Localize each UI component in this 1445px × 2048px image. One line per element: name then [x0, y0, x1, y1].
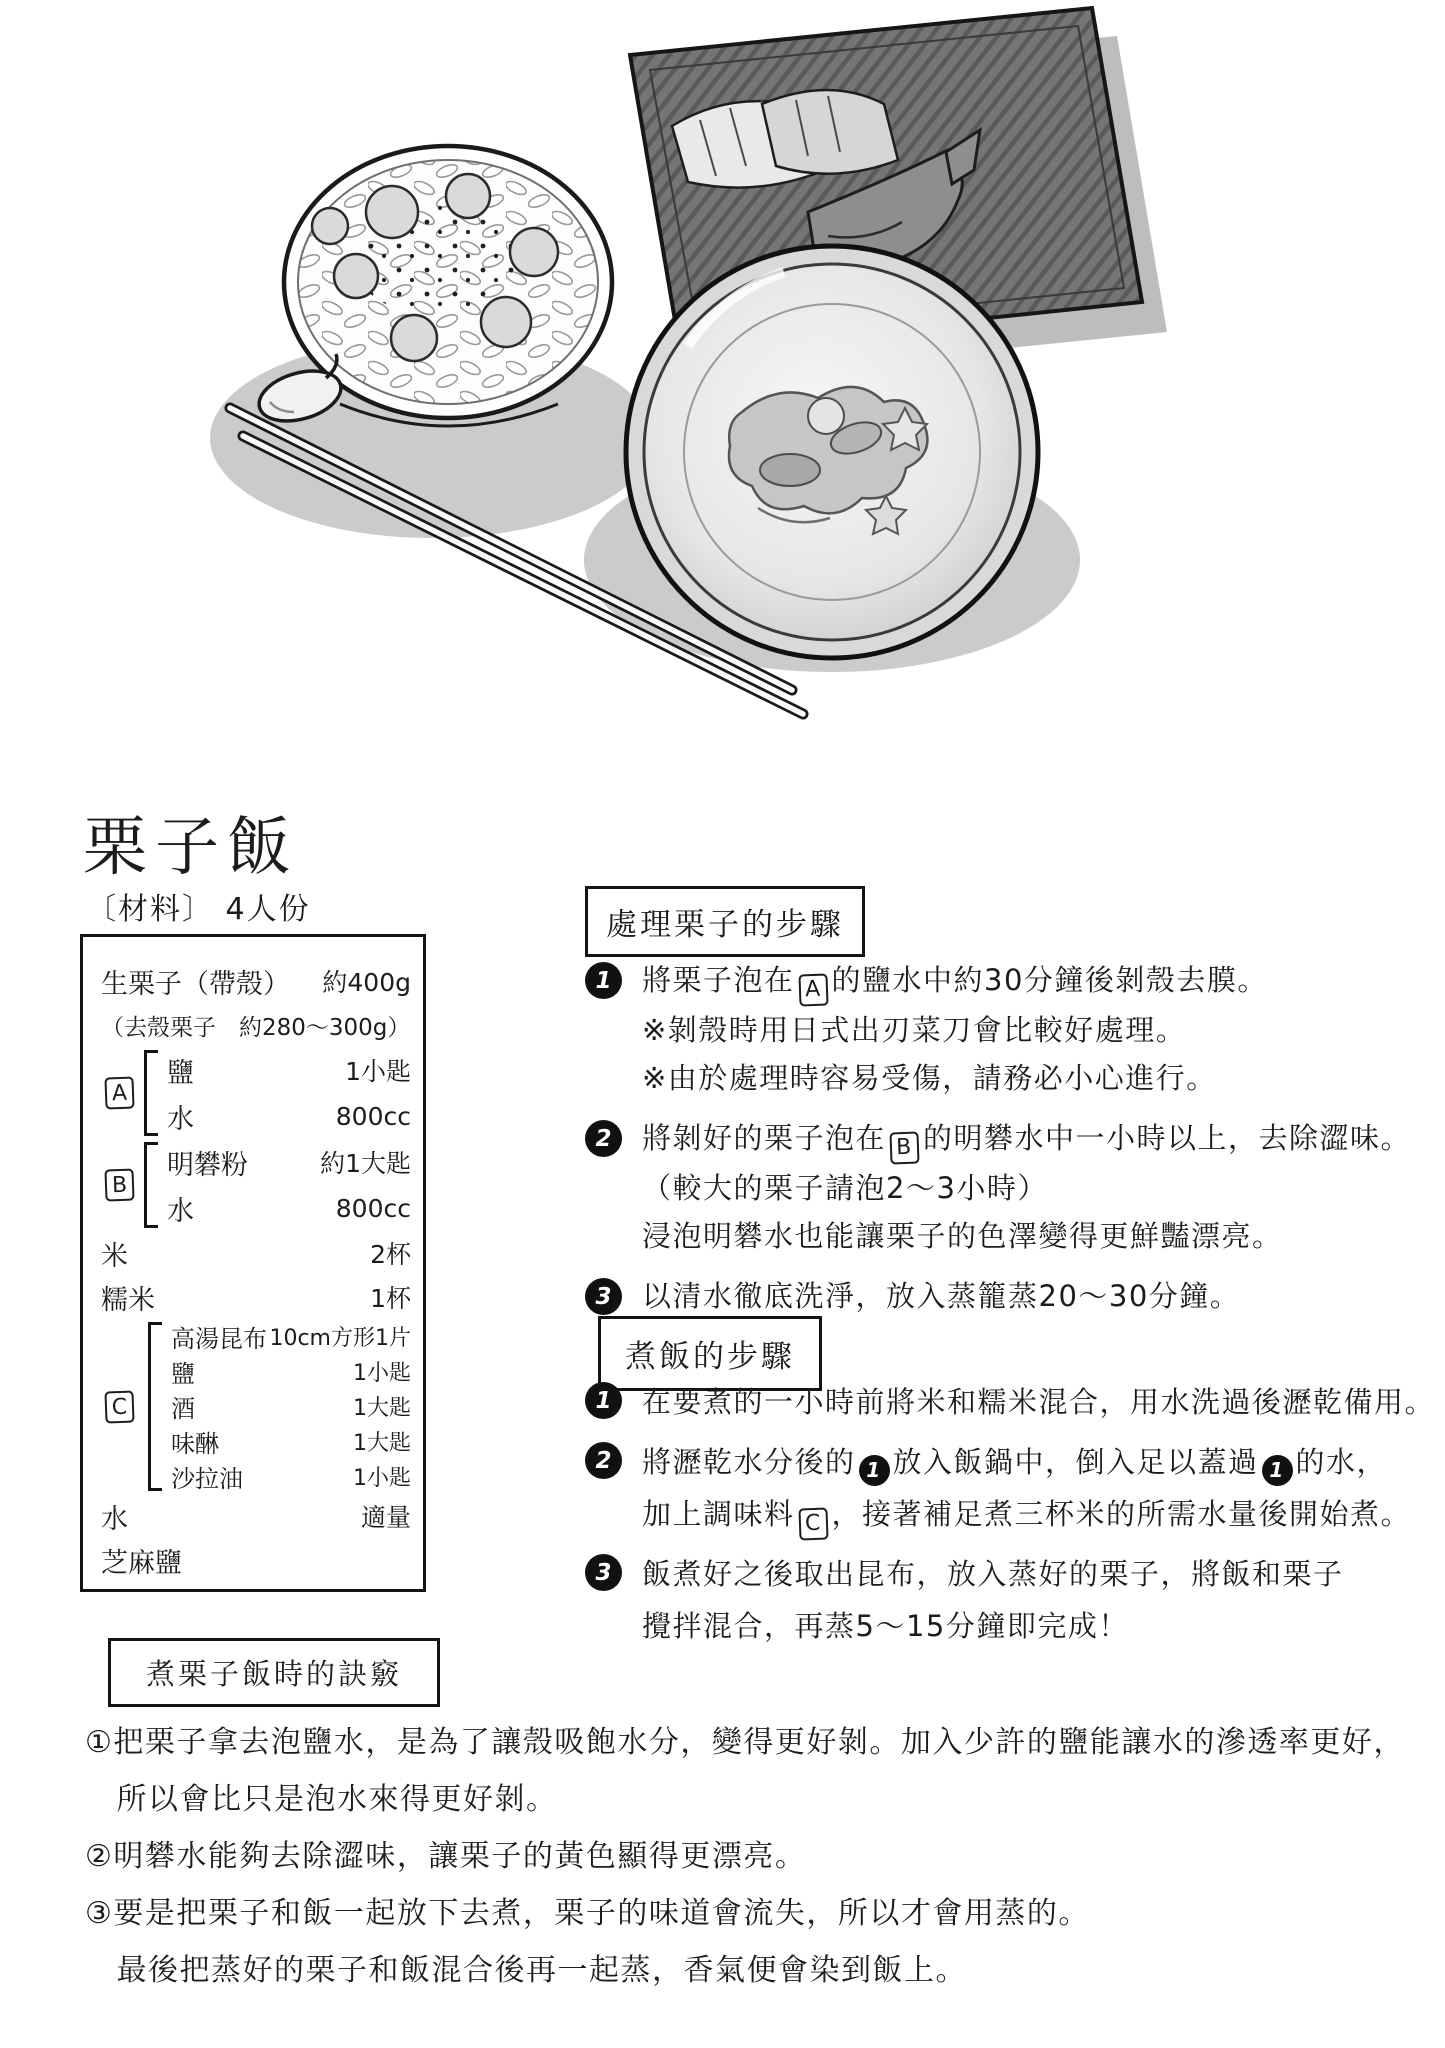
step-number-badge: 3	[585, 1554, 622, 1591]
step-ref-1: 1	[1262, 1455, 1293, 1486]
recipe-step	[585, 1272, 1445, 1320]
tips-section-title: 煮栗子飯時的訣竅	[108, 1638, 440, 1707]
step-number-badge: 1	[585, 1382, 622, 1419]
ingredient-name: （去殼栗子 約280〜300g）	[101, 1014, 411, 1041]
group-label-A: A	[104, 1077, 134, 1110]
page-title: 栗子飯	[83, 811, 299, 885]
group-bracket	[144, 1142, 158, 1228]
step-number-badge: 2	[585, 1120, 622, 1157]
ingredient-amount: 約400g	[322, 968, 411, 997]
ingredient-group-A	[101, 1047, 411, 1139]
step-line: 飯煮好之後取出昆布，放入蒸好的栗子，將飯和栗子	[642, 1557, 1344, 1591]
cook-section-title: 煮飯的步驟	[598, 1316, 822, 1391]
ingredient-name: 鹽	[167, 1057, 194, 1089]
ingredient-amount: 2杯	[370, 1240, 411, 1269]
group-items	[167, 1047, 411, 1139]
step-line: 將剝好的栗子泡在 B 的明礬水中一小時以上，去除澀味。	[642, 1114, 1411, 1164]
ingredient-row	[171, 1389, 411, 1424]
ingredient-row	[171, 1319, 411, 1354]
recipe-step	[585, 1436, 1445, 1540]
ingredient-name: 生栗子（帶殼）	[101, 968, 290, 1000]
ingredient-amount: 10cm方形1片	[269, 1326, 411, 1351]
ingredient-row	[101, 1275, 411, 1319]
tip-line: ①把栗子拿去泡鹽水，是為了讓殼吸飽水分，變得更好剝。加入少許的鹽能讓水的滲透率更好，	[85, 1725, 1405, 1760]
tip-line: ③要是把栗子和飯一起放下去煮，栗子的味道會流失，所以才會用蒸的。	[85, 1896, 1090, 1931]
step-text	[642, 956, 1268, 1102]
ingredient-name: 糯米	[101, 1284, 155, 1316]
tip-line: 最後把蒸好的栗子和飯混合後再一起蒸，香氣便會染到飯上。	[85, 1953, 967, 1988]
step-number-badge: 2	[585, 1442, 622, 1479]
tip-line: 所以會比只是泡水來得更好剝。	[85, 1782, 558, 1817]
meal-illustration	[0, 0, 1445, 830]
ingredient-group-ref-A: A	[798, 974, 828, 1007]
prep-section-title: 處理栗子的步驟	[585, 886, 865, 957]
group-label-B: B	[104, 1169, 134, 1202]
ingredient-row	[167, 1047, 411, 1093]
ingredient-row	[101, 1003, 411, 1047]
step-text	[642, 1272, 1240, 1320]
ingredient-name: 米	[101, 1240, 128, 1272]
step-line: ※由於處理時容易受傷，請務必小心進行。	[642, 1061, 1217, 1095]
ingredient-row	[167, 1139, 411, 1185]
group-items	[167, 1139, 411, 1231]
recipe-step	[585, 1548, 1445, 1652]
step-line: 將栗子泡在 A 的鹽水中約30分鐘後剝殼去膜。	[642, 956, 1268, 1006]
ingredient-row	[167, 1185, 411, 1231]
ingredient-amount: 1大匙	[353, 1396, 411, 1421]
ingredient-row	[171, 1424, 411, 1459]
ingredient-amount: 1杯	[370, 1284, 411, 1313]
ingredient-row	[171, 1354, 411, 1389]
step-ref-1: 1	[859, 1455, 890, 1486]
ingredient-amount: 1小匙	[353, 1361, 411, 1386]
step-text	[642, 1436, 1411, 1540]
ingredient-amount: 800cc	[335, 1193, 411, 1223]
step-line: ※剝殼時用日式出刃菜刀會比較好處理。	[642, 1013, 1187, 1047]
ingredient-row	[171, 1459, 411, 1494]
tips-lines	[85, 1714, 1430, 1999]
step-line: （較大的栗子請泡2〜3小時）	[642, 1171, 1048, 1205]
group-bracket	[144, 1050, 158, 1136]
step-line: 以清水徹底洗淨，放入蒸籠蒸20〜30分鐘。	[642, 1279, 1241, 1313]
servings-label: 〔材料〕 4人份	[86, 892, 311, 927]
ingredients-box	[80, 934, 426, 1592]
ingredient-row	[101, 1494, 411, 1538]
ingredient-name: 高湯昆布	[171, 1325, 267, 1353]
ingredient-name: 水	[167, 1103, 194, 1135]
recipe-step	[585, 1376, 1445, 1428]
ingredient-row	[101, 1231, 411, 1275]
ingredient-name: 鹽	[171, 1360, 195, 1388]
recipe-step	[585, 956, 1445, 1102]
ingredient-row	[101, 1538, 411, 1582]
ingredient-name: 沙拉油	[171, 1465, 243, 1493]
step-text	[642, 1114, 1411, 1260]
group-bracket	[148, 1322, 162, 1491]
step-line: 攪拌混合，再蒸5〜15分鐘即完成！	[642, 1609, 1129, 1643]
ingredients-list	[83, 937, 423, 1582]
ingredient-amount: 1大匙	[353, 1431, 411, 1456]
ingredient-group-C	[101, 1319, 411, 1494]
step-line: 在要煮的一小時前將米和糯米混合，用水洗過後瀝乾備用。	[642, 1385, 1436, 1419]
step-text	[642, 1376, 1435, 1428]
ingredient-amount: 1小匙	[353, 1466, 411, 1491]
ingredient-name: 明礬粉	[167, 1149, 248, 1181]
ingredient-name: 水	[101, 1503, 128, 1535]
ingredient-group-B	[101, 1139, 411, 1231]
step-line: 將瀝乾水分後的 1 放入飯鍋中，倒入足以蓋過 1 的水，	[642, 1436, 1411, 1488]
tip-line: ②明礬水能夠去除澀味，讓栗子的黃色顯得更漂亮。	[85, 1839, 807, 1874]
group-items	[171, 1319, 411, 1494]
ingredient-name: 味醂	[171, 1430, 219, 1458]
ingredient-name: 酒	[171, 1395, 195, 1423]
recipe-step	[585, 1114, 1445, 1260]
step-text	[642, 1548, 1344, 1652]
ingredient-name: 芝麻鹽	[101, 1547, 182, 1579]
ingredient-group-ref-C: C	[798, 1508, 828, 1541]
ingredient-amount: 約1大匙	[320, 1149, 411, 1178]
ingredient-name: 水	[167, 1195, 194, 1227]
group-label-C: C	[104, 1390, 134, 1423]
ingredient-row	[101, 959, 411, 1003]
soup-bowl	[626, 246, 1038, 658]
ingredient-amount: 1小匙	[345, 1057, 411, 1086]
step-number-badge: 3	[585, 1278, 622, 1315]
step-line: 加上調味料 C ，接著補足煮三杯米的所需水量後開始煮。	[642, 1488, 1411, 1540]
step-line: 浸泡明礬水也能讓栗子的色澤變得更鮮豔漂亮。	[642, 1219, 1283, 1253]
ingredient-amount: 800cc	[335, 1101, 411, 1131]
prep-steps	[585, 956, 1445, 1332]
ingredient-group-ref-B: B	[889, 1132, 919, 1165]
cook-steps	[585, 1376, 1445, 1660]
ingredient-amount: 適量	[360, 1503, 411, 1532]
step-number-badge: 1	[585, 962, 622, 999]
ingredient-row	[167, 1093, 411, 1139]
